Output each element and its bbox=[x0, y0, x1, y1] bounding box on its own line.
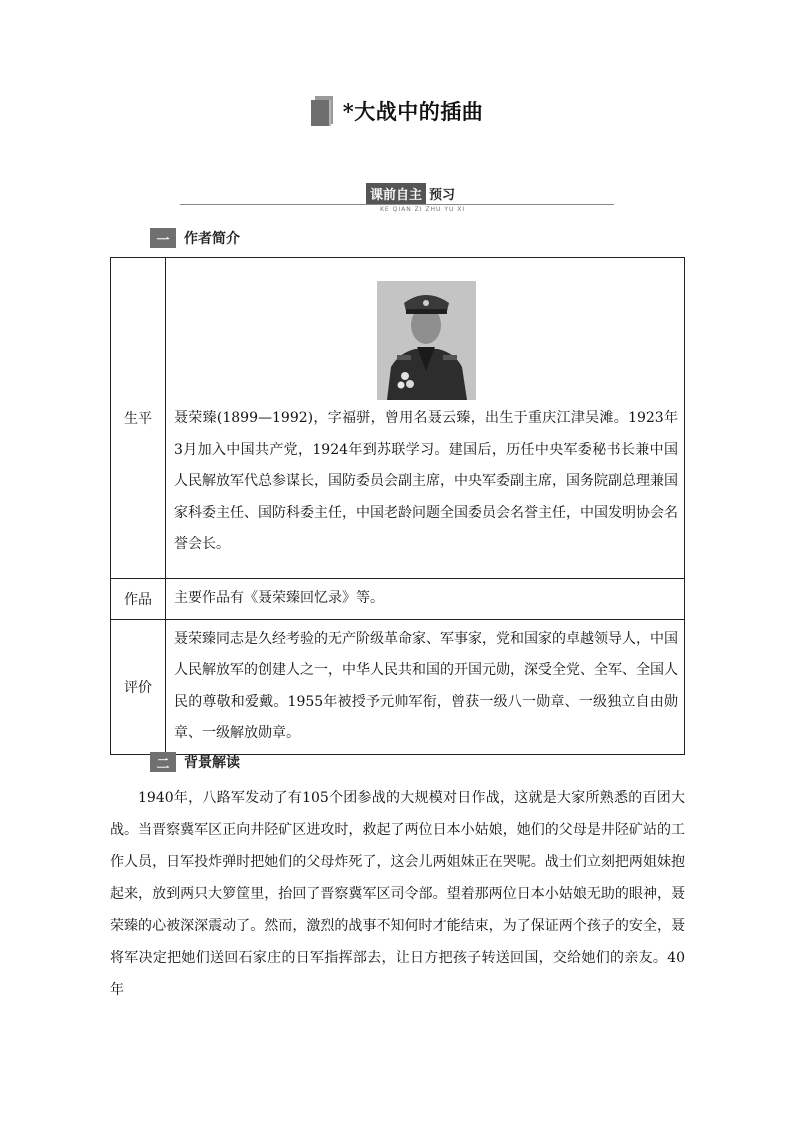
row-label-evaluation: 评价 bbox=[111, 619, 166, 754]
life-text: 聂荣臻(1899—1992)，字福骈，曾用名聂云臻，出生于重庆江津吴滩。1923年3月加入中国共产党，1924年到苏联学习。建国后，历任中央军委秘书长兼中国人民解放军代总参谋长，国防委员会副主席，中央军委副主席，国务院副总理兼国家科委主任、国防科委主任，中国老龄问题全国委员会名誉主任，中国发明协会名誉会长。 bbox=[174, 410, 678, 553]
row-content-evaluation: 聂荣臻同志是久经考验的无产阶级革命家、军事家，党和国家的卓越领导人，中国人民解放军的创建人之一，中华人民共和国的开国元勋，深受全党、全军、全国人民的尊敬和爱戴。1955年被授予元帅军衔，曾获一级八一勋章、一级独立自由勋章、一级解放勋章。 bbox=[166, 619, 685, 754]
row-label-life: 生平 bbox=[111, 258, 166, 579]
background-paragraph: 1940年，八路军发动了有105个团参战的大规模对日作战，这就是大家所熟悉的百团大战。当晋察冀军区正向井陉矿区进攻时，救起了两位日本小姑娘，她们的父母是井陉矿站的工作人员，日军投炸弹时把她们的父母炸死了，这会儿两姐妹正在哭呢。战士们立刻把两姐妹抱起来，放到两只大箩筐里，抬回了晋察冀军区司令部。望着那两位日本小姑娘无助的眼神，聂荣臻的心被深深震动了。然而，激烈的战事不知何时才能结束，为了保证两个孩子的安全，聂将军决定把她们送回石家庄的日军指挥部去，让日方把孩子转送回国，交给她们的亲友。40年 bbox=[110, 790, 685, 998]
author-table bbox=[110, 257, 685, 755]
banner-light-label: 预习 bbox=[429, 187, 456, 203]
section-number-badge: 二 bbox=[150, 752, 176, 772]
section-title: 背景解读 bbox=[184, 755, 240, 771]
page-title: *大战中的插曲 bbox=[342, 99, 484, 124]
section-title: 作者简介 bbox=[184, 231, 240, 247]
book-icon bbox=[311, 96, 333, 126]
row-content-life bbox=[166, 258, 685, 579]
portrait-photo bbox=[377, 281, 476, 400]
section-number-badge: 一 bbox=[150, 228, 176, 248]
banner-pinyin: KE QIAN ZI ZHU YU XI bbox=[380, 206, 466, 213]
table-row bbox=[111, 579, 685, 620]
table-row bbox=[111, 619, 685, 754]
row-content-works: 主要作品有《聂荣臻回忆录》等。 bbox=[166, 579, 685, 620]
table-row bbox=[111, 258, 685, 579]
section-banner bbox=[180, 182, 614, 212]
title-area bbox=[0, 96, 794, 130]
section-author-header bbox=[150, 228, 240, 248]
section-background-header bbox=[150, 752, 240, 772]
banner-dark-label: 课前自主 bbox=[366, 183, 426, 204]
row-label-works: 作品 bbox=[111, 579, 166, 620]
